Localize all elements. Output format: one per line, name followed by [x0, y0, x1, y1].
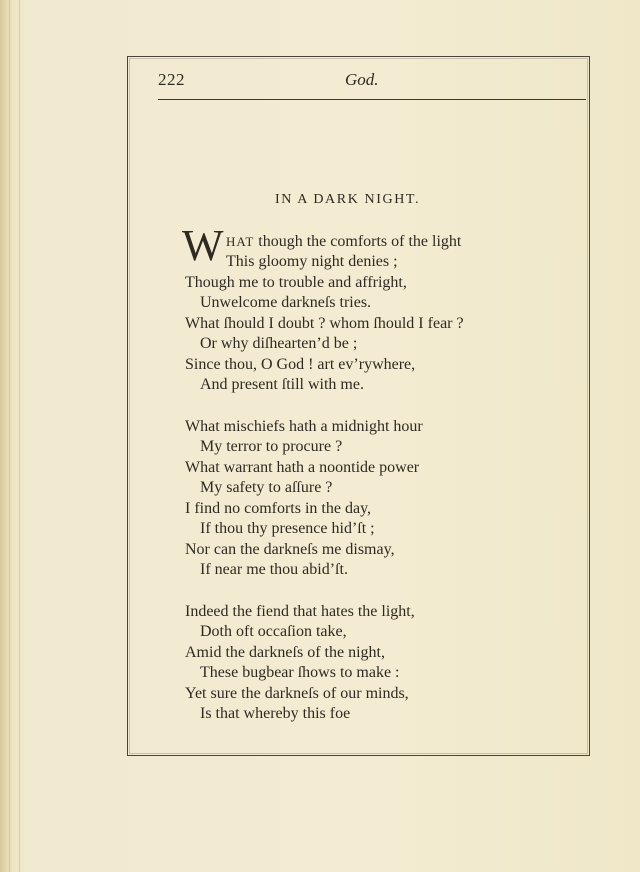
running-head — [158, 70, 588, 92]
drop-cap: W — [182, 221, 223, 270]
poem-line: Yet sure the darkneſs of our minds, — [185, 685, 409, 702]
poem-line-1 — [226, 232, 461, 252]
poem-line: Unwelcome darkneſs tries. — [200, 294, 372, 311]
poem-line: This gloomy night denies ; — [226, 253, 398, 270]
poem-line: And present ſtill with me. — [200, 376, 364, 393]
running-title: God. — [345, 70, 379, 89]
poem-line: My terror to procure ? — [200, 438, 343, 455]
poem-line: If near me thou abid’ſt. — [200, 561, 348, 578]
poem-line: Or why diſhearten’d be ; — [200, 335, 358, 352]
poem-line: Indeed the fiend that hates the light, — [185, 603, 415, 620]
poem-line: Though me to trouble and affright, — [185, 274, 407, 291]
poem-line: I find no comforts in the day, — [185, 500, 372, 517]
poem-line: If thou thy presence hid’ſt ; — [200, 520, 375, 537]
poem-line: These bugbear ſhows to make : — [200, 664, 400, 681]
first-line-rest: though the comforts of the light — [258, 233, 462, 250]
page-number: 222 — [158, 70, 185, 89]
header-rule — [158, 99, 586, 100]
gutter-shadow — [9, 0, 10, 872]
poem-line: What warrant hath a noontide power — [185, 459, 420, 476]
poem-line: Doth oft occaſion take, — [200, 623, 347, 640]
first-word-caps: HAT — [226, 234, 255, 249]
poem-line: Is that whereby this foe — [200, 705, 351, 722]
gutter-shadow — [19, 0, 20, 872]
poem-line: Since thou, O God ! art ev’rywhere, — [185, 356, 416, 373]
poem-line: Nor can the darkneſs me dismay, — [185, 541, 395, 558]
poem-line: What ſhould I doubt ? whom ſhould I fear ? — [185, 315, 464, 332]
poem-line: Amid the darkneſs of the night, — [185, 644, 385, 661]
poem-line: My safety to aſſure ? — [200, 479, 333, 496]
poem-line: What mischiefs hath a midnight hour — [185, 418, 423, 435]
poem-title: IN A DARK NIGHT. — [275, 192, 421, 207]
